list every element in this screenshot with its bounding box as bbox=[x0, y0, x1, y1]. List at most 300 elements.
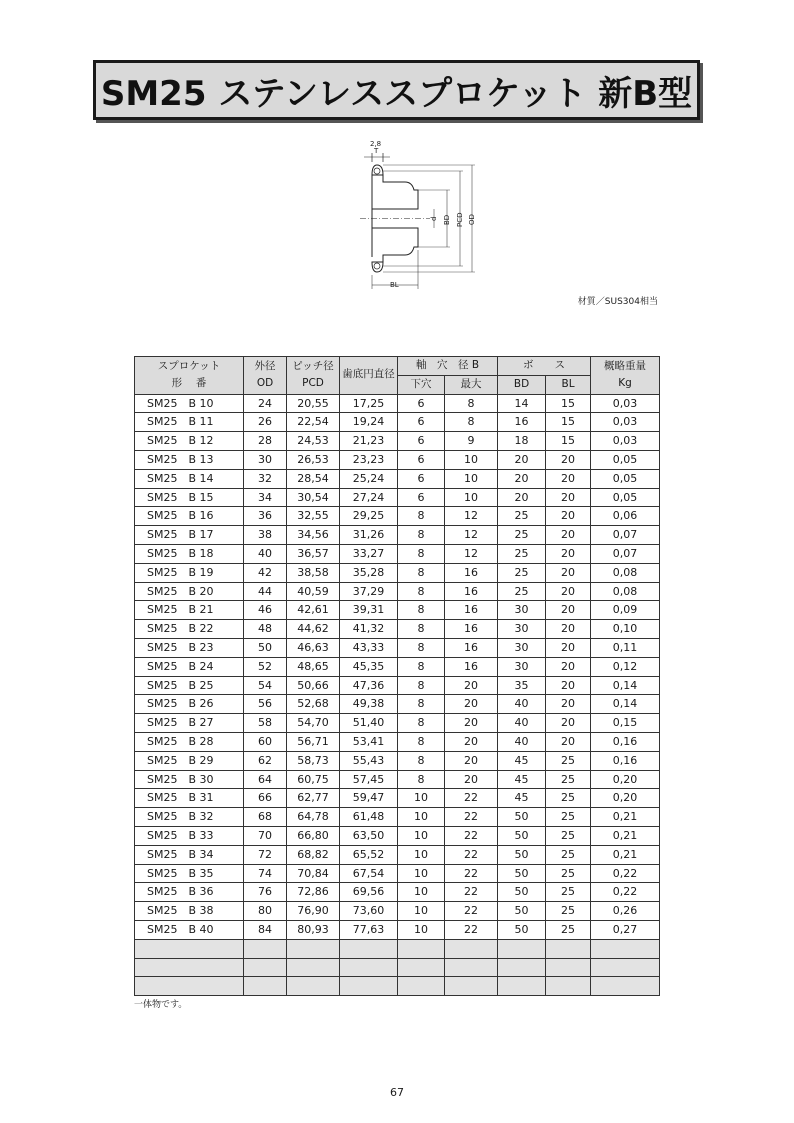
cell-model: SM25 B 25 bbox=[135, 676, 244, 695]
cell-bore-min: 8 bbox=[398, 544, 445, 563]
cell-bore-min: 8 bbox=[398, 657, 445, 676]
cell-od: 76 bbox=[244, 883, 287, 902]
pcd-label: PCD bbox=[456, 212, 464, 227]
cell-weight: 0,06 bbox=[591, 507, 660, 526]
empty-table-row bbox=[135, 977, 660, 996]
cell-root-diameter: 55,43 bbox=[340, 751, 398, 770]
empty-cell bbox=[340, 977, 398, 996]
header-boss-group: ボ ス bbox=[498, 357, 591, 376]
cell-boss-bd: 30 bbox=[498, 657, 546, 676]
cell-od: 80 bbox=[244, 902, 287, 921]
cell-boss-bd: 50 bbox=[498, 845, 546, 864]
cell-bore-max: 20 bbox=[445, 676, 498, 695]
cell-pcd: 50,66 bbox=[287, 676, 340, 695]
cell-bore-min: 8 bbox=[398, 507, 445, 526]
cell-od: 62 bbox=[244, 751, 287, 770]
cell-boss-bd: 50 bbox=[498, 808, 546, 827]
cell-weight: 0,21 bbox=[591, 808, 660, 827]
cell-weight: 0,08 bbox=[591, 582, 660, 601]
cell-model: SM25 B 40 bbox=[135, 920, 244, 939]
cell-boss-bd: 45 bbox=[498, 751, 546, 770]
cell-bore-min: 8 bbox=[398, 620, 445, 639]
cell-weight: 0,14 bbox=[591, 695, 660, 714]
header-weight bbox=[591, 357, 660, 395]
cell-bore-max: 16 bbox=[445, 638, 498, 657]
cell-root-diameter: 27,24 bbox=[340, 488, 398, 507]
cell-bore-min: 8 bbox=[398, 695, 445, 714]
cell-od: 56 bbox=[244, 695, 287, 714]
cell-boss-bd: 30 bbox=[498, 620, 546, 639]
cell-od: 66 bbox=[244, 789, 287, 808]
cell-boss-bd: 14 bbox=[498, 394, 546, 413]
cell-boss-bl: 25 bbox=[546, 826, 591, 845]
empty-cell bbox=[340, 958, 398, 977]
empty-cell bbox=[546, 977, 591, 996]
cell-root-diameter: 41,32 bbox=[340, 620, 398, 639]
table-row bbox=[135, 507, 660, 526]
cell-od: 68 bbox=[244, 808, 287, 827]
cell-bore-min: 8 bbox=[398, 638, 445, 657]
cell-bore-max: 10 bbox=[445, 469, 498, 488]
cell-model: SM25 B 36 bbox=[135, 883, 244, 902]
cell-bore-max: 10 bbox=[445, 450, 498, 469]
table-row bbox=[135, 789, 660, 808]
cell-bore-max: 22 bbox=[445, 789, 498, 808]
cell-model: SM25 B 32 bbox=[135, 808, 244, 827]
cell-bore-max: 20 bbox=[445, 695, 498, 714]
cell-model: SM25 B 13 bbox=[135, 450, 244, 469]
cell-boss-bl: 20 bbox=[546, 563, 591, 582]
cell-od: 72 bbox=[244, 845, 287, 864]
title-box bbox=[93, 60, 700, 120]
table-row bbox=[135, 413, 660, 432]
table-row bbox=[135, 864, 660, 883]
empty-cell bbox=[287, 958, 340, 977]
cell-weight: 0,10 bbox=[591, 620, 660, 639]
cell-od: 52 bbox=[244, 657, 287, 676]
cell-weight: 0,08 bbox=[591, 563, 660, 582]
cell-weight: 0,22 bbox=[591, 883, 660, 902]
cell-pcd: 72,86 bbox=[287, 883, 340, 902]
cell-pcd: 22,54 bbox=[287, 413, 340, 432]
cell-root-diameter: 73,60 bbox=[340, 902, 398, 921]
empty-cell bbox=[398, 958, 445, 977]
cell-pcd: 68,82 bbox=[287, 845, 340, 864]
cell-boss-bd: 35 bbox=[498, 676, 546, 695]
cell-bore-max: 20 bbox=[445, 714, 498, 733]
cell-model: SM25 B 14 bbox=[135, 469, 244, 488]
cell-boss-bd: 16 bbox=[498, 413, 546, 432]
cell-model: SM25 B 22 bbox=[135, 620, 244, 639]
cell-boss-bl: 20 bbox=[546, 620, 591, 639]
cell-bore-min: 6 bbox=[398, 450, 445, 469]
cell-boss-bl: 20 bbox=[546, 507, 591, 526]
d-label: d bbox=[430, 216, 438, 221]
cell-pcd: 62,77 bbox=[287, 789, 340, 808]
cell-od: 70 bbox=[244, 826, 287, 845]
empty-cell bbox=[445, 939, 498, 958]
empty-cell bbox=[135, 977, 244, 996]
cell-boss-bd: 25 bbox=[498, 563, 546, 582]
table-row bbox=[135, 808, 660, 827]
cell-boss-bl: 25 bbox=[546, 920, 591, 939]
cell-bore-min: 10 bbox=[398, 845, 445, 864]
cell-model: SM25 B 18 bbox=[135, 544, 244, 563]
cell-root-diameter: 77,63 bbox=[340, 920, 398, 939]
cell-model: SM25 B 11 bbox=[135, 413, 244, 432]
cell-boss-bl: 20 bbox=[546, 450, 591, 469]
table-row bbox=[135, 526, 660, 545]
cell-model: SM25 B 15 bbox=[135, 488, 244, 507]
page-title: SM25 ステンレススプロケット 新B型 bbox=[100, 73, 693, 114]
spec-table bbox=[134, 356, 660, 996]
cell-root-diameter: 35,28 bbox=[340, 563, 398, 582]
cell-weight: 0,09 bbox=[591, 601, 660, 620]
empty-cell bbox=[498, 977, 546, 996]
cell-bore-min: 6 bbox=[398, 488, 445, 507]
cell-bore-min: 10 bbox=[398, 920, 445, 939]
header-weight-line2: Kg bbox=[618, 377, 632, 390]
cell-od: 50 bbox=[244, 638, 287, 657]
cell-weight: 0,26 bbox=[591, 902, 660, 921]
od-label: OD bbox=[468, 214, 476, 225]
cell-boss-bd: 50 bbox=[498, 883, 546, 902]
cell-weight: 0,05 bbox=[591, 469, 660, 488]
table-row bbox=[135, 883, 660, 902]
cell-boss-bl: 25 bbox=[546, 902, 591, 921]
cell-boss-bl: 20 bbox=[546, 526, 591, 545]
cell-boss-bl: 25 bbox=[546, 864, 591, 883]
table-row bbox=[135, 582, 660, 601]
page-number: 67 bbox=[390, 1086, 404, 1099]
cell-od: 84 bbox=[244, 920, 287, 939]
cell-model: SM25 B 16 bbox=[135, 507, 244, 526]
cell-weight: 0,03 bbox=[591, 394, 660, 413]
table-row bbox=[135, 770, 660, 789]
cell-pcd: 44,62 bbox=[287, 620, 340, 639]
cell-boss-bl: 20 bbox=[546, 732, 591, 751]
cell-boss-bl: 20 bbox=[546, 488, 591, 507]
empty-cell bbox=[591, 977, 660, 996]
cell-bore-min: 6 bbox=[398, 394, 445, 413]
spec-table-body bbox=[135, 394, 660, 996]
table-row bbox=[135, 601, 660, 620]
cell-weight: 0,22 bbox=[591, 864, 660, 883]
cell-bore-max: 8 bbox=[445, 413, 498, 432]
cell-boss-bl: 25 bbox=[546, 808, 591, 827]
cell-weight: 0,07 bbox=[591, 526, 660, 545]
cell-boss-bl: 20 bbox=[546, 582, 591, 601]
bd-label: BD bbox=[443, 214, 451, 225]
t-label: T bbox=[374, 147, 379, 155]
cell-od: 30 bbox=[244, 450, 287, 469]
cell-root-diameter: 51,40 bbox=[340, 714, 398, 733]
cell-pcd: 64,78 bbox=[287, 808, 340, 827]
tooth-width-label: 2,8 bbox=[370, 140, 382, 148]
cell-bore-max: 22 bbox=[445, 845, 498, 864]
cell-bore-min: 6 bbox=[398, 432, 445, 451]
footnote: 一体物です。 bbox=[134, 1000, 188, 1010]
table-row bbox=[135, 432, 660, 451]
cell-boss-bd: 40 bbox=[498, 695, 546, 714]
cell-bore-min: 8 bbox=[398, 601, 445, 620]
cell-root-diameter: 59,47 bbox=[340, 789, 398, 808]
cell-od: 60 bbox=[244, 732, 287, 751]
cell-bore-max: 22 bbox=[445, 902, 498, 921]
cell-model: SM25 B 29 bbox=[135, 751, 244, 770]
cell-model: SM25 B 31 bbox=[135, 789, 244, 808]
cell-pcd: 24,53 bbox=[287, 432, 340, 451]
sprocket-diagram bbox=[350, 135, 490, 295]
cell-model: SM25 B 20 bbox=[135, 582, 244, 601]
cell-bore-min: 10 bbox=[398, 789, 445, 808]
header-bore-min: 下穴 bbox=[398, 375, 445, 394]
empty-cell bbox=[287, 939, 340, 958]
empty-cell bbox=[591, 958, 660, 977]
cell-od: 40 bbox=[244, 544, 287, 563]
cell-od: 26 bbox=[244, 413, 287, 432]
cell-boss-bd: 25 bbox=[498, 507, 546, 526]
cell-root-diameter: 29,25 bbox=[340, 507, 398, 526]
cell-pcd: 80,93 bbox=[287, 920, 340, 939]
cell-root-diameter: 23,23 bbox=[340, 450, 398, 469]
table-row bbox=[135, 695, 660, 714]
cell-model: SM25 B 30 bbox=[135, 770, 244, 789]
cell-root-diameter: 45,35 bbox=[340, 657, 398, 676]
cell-boss-bd: 25 bbox=[498, 526, 546, 545]
cell-boss-bl: 20 bbox=[546, 469, 591, 488]
empty-cell bbox=[546, 958, 591, 977]
cell-weight: 0,11 bbox=[591, 638, 660, 657]
header-pcd-line1: ピッチ径 bbox=[292, 359, 334, 372]
table-row bbox=[135, 657, 660, 676]
cell-bore-max: 9 bbox=[445, 432, 498, 451]
cell-weight: 0,05 bbox=[591, 488, 660, 507]
cell-bore-max: 16 bbox=[445, 601, 498, 620]
table-row bbox=[135, 488, 660, 507]
cell-model: SM25 B 24 bbox=[135, 657, 244, 676]
cell-pcd: 32,55 bbox=[287, 507, 340, 526]
cell-bore-max: 22 bbox=[445, 883, 498, 902]
cell-model: SM25 B 27 bbox=[135, 714, 244, 733]
cell-root-diameter: 25,24 bbox=[340, 469, 398, 488]
cell-boss-bl: 20 bbox=[546, 695, 591, 714]
header-boss-bd: BD bbox=[498, 375, 546, 394]
cell-bore-min: 8 bbox=[398, 751, 445, 770]
cell-bore-min: 10 bbox=[398, 883, 445, 902]
cell-boss-bd: 30 bbox=[498, 601, 546, 620]
table-row bbox=[135, 394, 660, 413]
cell-bore-max: 16 bbox=[445, 582, 498, 601]
table-row bbox=[135, 450, 660, 469]
cell-weight: 0,12 bbox=[591, 657, 660, 676]
cell-boss-bl: 20 bbox=[546, 638, 591, 657]
cell-od: 32 bbox=[244, 469, 287, 488]
cell-od: 64 bbox=[244, 770, 287, 789]
cell-root-diameter: 31,26 bbox=[340, 526, 398, 545]
table-row bbox=[135, 714, 660, 733]
material-note: 材質／SUS304相当 bbox=[577, 297, 658, 307]
table-row bbox=[135, 920, 660, 939]
cell-root-diameter: 49,38 bbox=[340, 695, 398, 714]
empty-cell bbox=[445, 977, 498, 996]
empty-table-row bbox=[135, 958, 660, 977]
cell-pcd: 54,70 bbox=[287, 714, 340, 733]
cell-pcd: 58,73 bbox=[287, 751, 340, 770]
cell-od: 58 bbox=[244, 714, 287, 733]
cell-boss-bd: 50 bbox=[498, 826, 546, 845]
cell-bore-min: 10 bbox=[398, 826, 445, 845]
bl-label: BL bbox=[390, 281, 399, 289]
cell-root-diameter: 17,25 bbox=[340, 394, 398, 413]
empty-cell bbox=[244, 958, 287, 977]
header-bore-max: 最大 bbox=[445, 375, 498, 394]
empty-table-row bbox=[135, 939, 660, 958]
cell-boss-bl: 15 bbox=[546, 394, 591, 413]
cell-model: SM25 B 17 bbox=[135, 526, 244, 545]
table-row bbox=[135, 544, 660, 563]
cell-bore-min: 8 bbox=[398, 732, 445, 751]
cell-bore-min: 6 bbox=[398, 469, 445, 488]
header-pcd-line2: PCD bbox=[302, 377, 324, 390]
cell-weight: 0,15 bbox=[591, 714, 660, 733]
cell-bore-min: 10 bbox=[398, 808, 445, 827]
table-row bbox=[135, 826, 660, 845]
header-od-line2: OD bbox=[256, 377, 274, 390]
cell-model: SM25 B 10 bbox=[135, 394, 244, 413]
empty-cell bbox=[135, 939, 244, 958]
cell-boss-bd: 18 bbox=[498, 432, 546, 451]
empty-cell bbox=[498, 939, 546, 958]
cell-bore-max: 8 bbox=[445, 394, 498, 413]
cell-weight: 0,03 bbox=[591, 413, 660, 432]
cell-root-diameter: 19,24 bbox=[340, 413, 398, 432]
cell-weight: 0,03 bbox=[591, 432, 660, 451]
cell-pcd: 42,61 bbox=[287, 601, 340, 620]
table-row bbox=[135, 676, 660, 695]
cell-boss-bd: 45 bbox=[498, 789, 546, 808]
cell-bore-max: 16 bbox=[445, 657, 498, 676]
cell-od: 42 bbox=[244, 563, 287, 582]
cell-root-diameter: 57,45 bbox=[340, 770, 398, 789]
cell-boss-bd: 50 bbox=[498, 902, 546, 921]
cell-od: 46 bbox=[244, 601, 287, 620]
cell-boss-bd: 20 bbox=[498, 488, 546, 507]
empty-cell bbox=[244, 939, 287, 958]
cell-weight: 0,05 bbox=[591, 450, 660, 469]
empty-cell bbox=[340, 939, 398, 958]
table-row bbox=[135, 751, 660, 770]
cell-model: SM25 B 19 bbox=[135, 563, 244, 582]
table-row bbox=[135, 563, 660, 582]
cell-bore-min: 8 bbox=[398, 563, 445, 582]
cell-od: 74 bbox=[244, 864, 287, 883]
cell-bore-min: 10 bbox=[398, 902, 445, 921]
cell-bore-min: 10 bbox=[398, 864, 445, 883]
cell-bore-max: 22 bbox=[445, 920, 498, 939]
cell-root-diameter: 53,41 bbox=[340, 732, 398, 751]
header-bore-group: 軸 穴 径 B bbox=[398, 357, 498, 376]
cell-boss-bl: 20 bbox=[546, 657, 591, 676]
cell-model: SM25 B 21 bbox=[135, 601, 244, 620]
cell-bore-min: 8 bbox=[398, 582, 445, 601]
cell-model: SM25 B 12 bbox=[135, 432, 244, 451]
cell-bore-min: 8 bbox=[398, 714, 445, 733]
table-row bbox=[135, 638, 660, 657]
cell-model: SM25 B 26 bbox=[135, 695, 244, 714]
cell-boss-bl: 20 bbox=[546, 714, 591, 733]
cell-boss-bd: 45 bbox=[498, 770, 546, 789]
cell-pcd: 56,71 bbox=[287, 732, 340, 751]
cell-pcd: 26,53 bbox=[287, 450, 340, 469]
cell-bore-max: 20 bbox=[445, 770, 498, 789]
header-model-line2: 形 番 bbox=[171, 377, 207, 390]
cell-bore-max: 16 bbox=[445, 563, 498, 582]
cell-weight: 0,16 bbox=[591, 751, 660, 770]
cell-weight: 0,20 bbox=[591, 770, 660, 789]
cell-pcd: 28,54 bbox=[287, 469, 340, 488]
empty-cell bbox=[398, 939, 445, 958]
cell-bore-min: 6 bbox=[398, 413, 445, 432]
empty-cell bbox=[135, 958, 244, 977]
cell-weight: 0,14 bbox=[591, 676, 660, 695]
empty-cell bbox=[546, 939, 591, 958]
cell-boss-bl: 25 bbox=[546, 883, 591, 902]
cell-bore-min: 8 bbox=[398, 676, 445, 695]
cell-bore-max: 22 bbox=[445, 826, 498, 845]
cell-model: SM25 B 33 bbox=[135, 826, 244, 845]
cell-bore-max: 12 bbox=[445, 544, 498, 563]
empty-cell bbox=[287, 977, 340, 996]
cell-bore-max: 22 bbox=[445, 864, 498, 883]
cell-boss-bd: 50 bbox=[498, 864, 546, 883]
cell-pcd: 20,55 bbox=[287, 394, 340, 413]
header-weight-line1: 概略重量 bbox=[604, 359, 647, 372]
cell-pcd: 34,56 bbox=[287, 526, 340, 545]
cell-weight: 0,27 bbox=[591, 920, 660, 939]
cell-od: 24 bbox=[244, 394, 287, 413]
cell-boss-bl: 25 bbox=[546, 789, 591, 808]
cell-model: SM25 B 34 bbox=[135, 845, 244, 864]
header-od bbox=[244, 357, 287, 395]
cell-model: SM25 B 23 bbox=[135, 638, 244, 657]
cell-boss-bl: 25 bbox=[546, 845, 591, 864]
cell-bore-max: 20 bbox=[445, 751, 498, 770]
cell-bore-min: 8 bbox=[398, 526, 445, 545]
cell-boss-bl: 15 bbox=[546, 432, 591, 451]
cell-weight: 0,21 bbox=[591, 845, 660, 864]
cell-model: SM25 B 35 bbox=[135, 864, 244, 883]
cell-boss-bl: 25 bbox=[546, 770, 591, 789]
cell-bore-max: 10 bbox=[445, 488, 498, 507]
cell-pcd: 76,90 bbox=[287, 902, 340, 921]
cell-pcd: 46,63 bbox=[287, 638, 340, 657]
table-row bbox=[135, 732, 660, 751]
header-od-line1: 外径 bbox=[254, 359, 276, 372]
table-row bbox=[135, 845, 660, 864]
cell-boss-bd: 50 bbox=[498, 920, 546, 939]
cell-pcd: 48,65 bbox=[287, 657, 340, 676]
empty-cell bbox=[498, 958, 546, 977]
cell-boss-bl: 20 bbox=[546, 601, 591, 620]
header-pcd bbox=[287, 357, 340, 395]
cell-model: SM25 B 38 bbox=[135, 902, 244, 921]
cell-pcd: 38,58 bbox=[287, 563, 340, 582]
cell-boss-bl: 25 bbox=[546, 751, 591, 770]
cell-boss-bd: 25 bbox=[498, 582, 546, 601]
cell-bore-max: 20 bbox=[445, 732, 498, 751]
empty-cell bbox=[398, 977, 445, 996]
